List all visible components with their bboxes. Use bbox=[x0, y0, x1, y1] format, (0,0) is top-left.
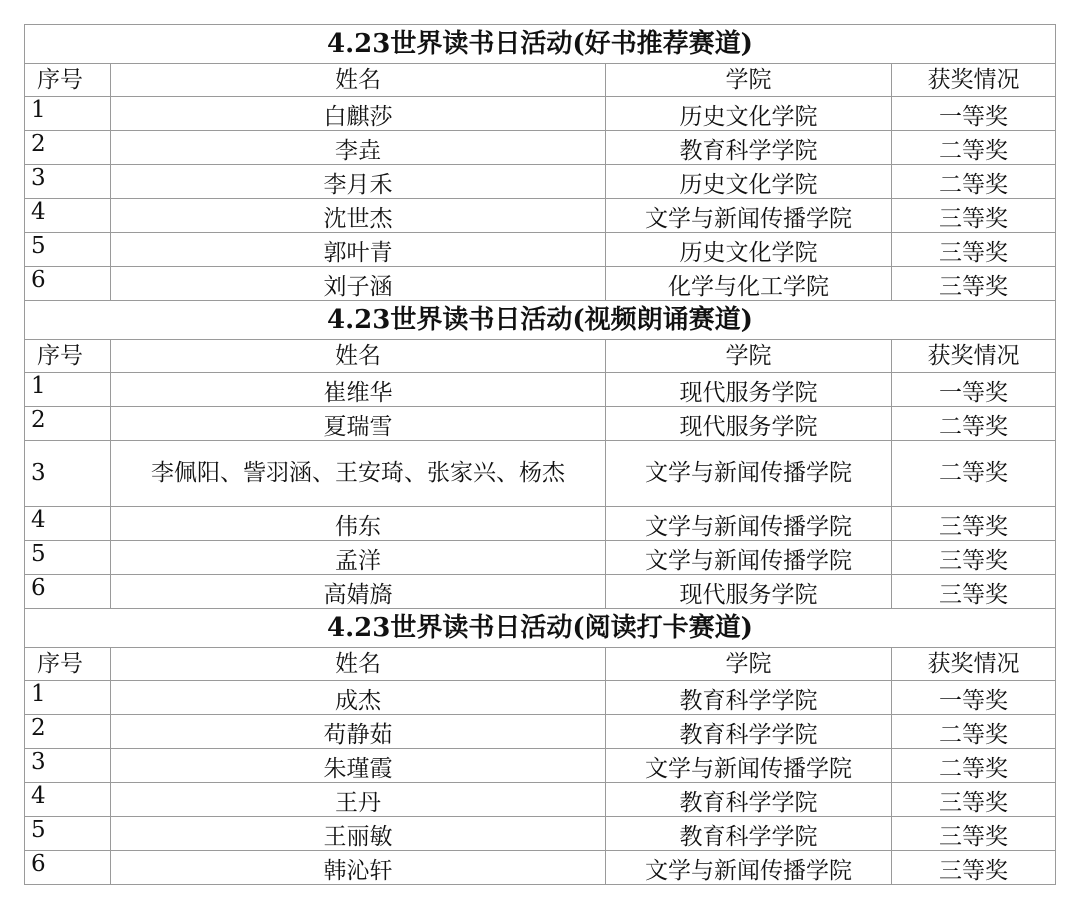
section-title-row bbox=[25, 25, 1056, 64]
row-number: 2 bbox=[25, 715, 111, 749]
header-award: 获奖情况 bbox=[892, 648, 1056, 681]
row-name: 王丹 bbox=[111, 783, 606, 817]
table-row bbox=[25, 817, 1056, 851]
row-college: 文学与新闻传播学院 bbox=[606, 199, 892, 233]
row-award: 三等奖 bbox=[892, 575, 1056, 609]
table-row bbox=[25, 165, 1056, 199]
row-number: 3 bbox=[25, 749, 111, 783]
row-college: 现代服务学院 bbox=[606, 575, 892, 609]
table-row bbox=[25, 267, 1056, 301]
header-number: 序号 bbox=[25, 340, 111, 373]
row-number: 5 bbox=[25, 817, 111, 851]
section-title-row bbox=[25, 609, 1056, 648]
row-number: 5 bbox=[25, 233, 111, 267]
row-number: 3 bbox=[25, 165, 111, 199]
row-college: 化学与化工学院 bbox=[606, 267, 892, 301]
row-college: 教育科学学院 bbox=[606, 131, 892, 165]
row-name: 夏瑞雪 bbox=[111, 407, 606, 441]
row-name: 苟静茹 bbox=[111, 715, 606, 749]
header-number: 序号 bbox=[25, 64, 111, 97]
table-row bbox=[25, 681, 1056, 715]
table-row bbox=[25, 575, 1056, 609]
header-award: 获奖情况 bbox=[892, 64, 1056, 97]
table-row bbox=[25, 233, 1056, 267]
table-row bbox=[25, 507, 1056, 541]
row-name: 沈世杰 bbox=[111, 199, 606, 233]
table-row bbox=[25, 851, 1056, 885]
row-number: 5 bbox=[25, 541, 111, 575]
row-number: 2 bbox=[25, 131, 111, 165]
header-row bbox=[25, 64, 1056, 97]
row-name: 伟东 bbox=[111, 507, 606, 541]
row-name: 李佩阳、訾羽涵、王安琦、张家兴、杨杰 bbox=[111, 441, 606, 507]
row-college: 文学与新闻传播学院 bbox=[606, 749, 892, 783]
header-row bbox=[25, 648, 1056, 681]
row-award: 二等奖 bbox=[892, 715, 1056, 749]
row-name: 李月禾 bbox=[111, 165, 606, 199]
row-award: 一等奖 bbox=[892, 97, 1056, 131]
row-college: 历史文化学院 bbox=[606, 97, 892, 131]
row-number: 1 bbox=[25, 681, 111, 715]
row-name: 高婧旖 bbox=[111, 575, 606, 609]
header-college: 学院 bbox=[606, 64, 892, 97]
table-row bbox=[25, 715, 1056, 749]
row-award: 三等奖 bbox=[892, 267, 1056, 301]
row-college: 教育科学学院 bbox=[606, 715, 892, 749]
row-college: 教育科学学院 bbox=[606, 817, 892, 851]
header-row bbox=[25, 340, 1056, 373]
row-name: 白麒莎 bbox=[111, 97, 606, 131]
table-row bbox=[25, 131, 1056, 165]
row-number: 6 bbox=[25, 851, 111, 885]
row-award: 三等奖 bbox=[892, 199, 1056, 233]
header-name: 姓名 bbox=[111, 64, 606, 97]
row-number: 6 bbox=[25, 267, 111, 301]
header-college: 学院 bbox=[606, 340, 892, 373]
row-award: 三等奖 bbox=[892, 783, 1056, 817]
section-title-row bbox=[25, 301, 1056, 340]
row-name: 崔维华 bbox=[111, 373, 606, 407]
header-number: 序号 bbox=[25, 648, 111, 681]
row-college: 文学与新闻传播学院 bbox=[606, 541, 892, 575]
row-name: 王丽敏 bbox=[111, 817, 606, 851]
row-college: 文学与新闻传播学院 bbox=[606, 851, 892, 885]
table-row bbox=[25, 749, 1056, 783]
awards-table bbox=[24, 24, 1056, 885]
row-number: 4 bbox=[25, 507, 111, 541]
row-college: 教育科学学院 bbox=[606, 681, 892, 715]
row-name: 郭叶青 bbox=[111, 233, 606, 267]
row-award: 三等奖 bbox=[892, 817, 1056, 851]
row-award: 二等奖 bbox=[892, 165, 1056, 199]
header-college: 学院 bbox=[606, 648, 892, 681]
row-award: 二等奖 bbox=[892, 749, 1056, 783]
table-row bbox=[25, 373, 1056, 407]
table-row bbox=[25, 97, 1056, 131]
table-row bbox=[25, 407, 1056, 441]
table-row bbox=[25, 441, 1056, 507]
row-award: 三等奖 bbox=[892, 541, 1056, 575]
row-college: 文学与新闻传播学院 bbox=[606, 507, 892, 541]
row-college: 历史文化学院 bbox=[606, 233, 892, 267]
header-name: 姓名 bbox=[111, 340, 606, 373]
row-college: 现代服务学院 bbox=[606, 407, 892, 441]
row-number: 3 bbox=[25, 441, 111, 507]
table-row bbox=[25, 199, 1056, 233]
row-name: 李垚 bbox=[111, 131, 606, 165]
section-title: 4.23世界读书日活动(阅读打卡赛道) bbox=[25, 609, 1056, 648]
row-number: 1 bbox=[25, 97, 111, 131]
row-name: 成杰 bbox=[111, 681, 606, 715]
row-award: 二等奖 bbox=[892, 441, 1056, 507]
table-row bbox=[25, 541, 1056, 575]
row-award: 一等奖 bbox=[892, 681, 1056, 715]
header-award: 获奖情况 bbox=[892, 340, 1056, 373]
row-name: 韩沁轩 bbox=[111, 851, 606, 885]
row-award: 一等奖 bbox=[892, 373, 1056, 407]
row-number: 6 bbox=[25, 575, 111, 609]
row-award: 二等奖 bbox=[892, 131, 1056, 165]
row-award: 三等奖 bbox=[892, 233, 1056, 267]
row-award: 二等奖 bbox=[892, 407, 1056, 441]
row-name: 朱瑾霞 bbox=[111, 749, 606, 783]
row-number: 1 bbox=[25, 373, 111, 407]
header-name: 姓名 bbox=[111, 648, 606, 681]
row-college: 教育科学学院 bbox=[606, 783, 892, 817]
row-college: 历史文化学院 bbox=[606, 165, 892, 199]
row-name: 孟洋 bbox=[111, 541, 606, 575]
table-row bbox=[25, 783, 1056, 817]
row-number: 2 bbox=[25, 407, 111, 441]
row-name: 刘子涵 bbox=[111, 267, 606, 301]
row-number: 4 bbox=[25, 199, 111, 233]
row-college: 文学与新闻传播学院 bbox=[606, 441, 892, 507]
row-college: 现代服务学院 bbox=[606, 373, 892, 407]
row-number: 4 bbox=[25, 783, 111, 817]
section-title: 4.23世界读书日活动(好书推荐赛道) bbox=[25, 25, 1056, 64]
row-award: 三等奖 bbox=[892, 507, 1056, 541]
section-title: 4.23世界读书日活动(视频朗诵赛道) bbox=[25, 301, 1056, 340]
row-award: 三等奖 bbox=[892, 851, 1056, 885]
